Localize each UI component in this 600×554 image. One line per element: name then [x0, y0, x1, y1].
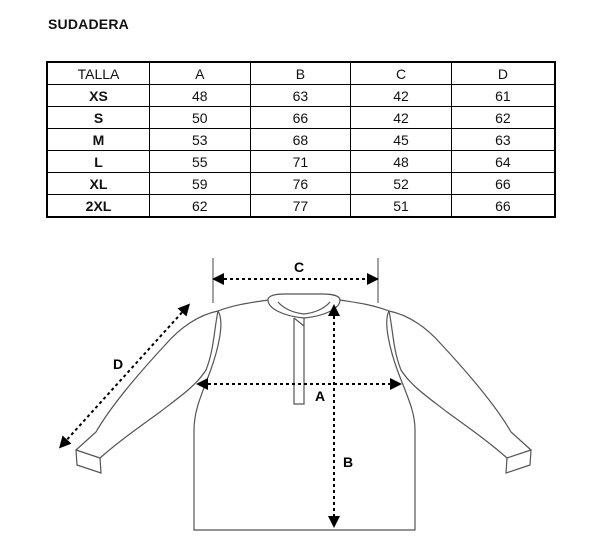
measurement-a	[202, 384, 396, 404]
size-cell: XS	[47, 85, 150, 107]
table-row	[47, 107, 555, 129]
value-cell-b: 68	[250, 129, 351, 151]
value-cell-b: 71	[250, 151, 351, 173]
value-cell-a: 50	[150, 107, 251, 129]
size-cell: L	[47, 151, 150, 173]
value-cell-d: 66	[451, 173, 555, 195]
value-cell-d: 62	[451, 107, 555, 129]
size-cell: 2XL	[47, 195, 150, 218]
table-row	[47, 85, 555, 107]
garment-measurement-diagram	[0, 240, 600, 554]
measurement-d	[63, 308, 186, 444]
size-cell: S	[47, 107, 150, 129]
value-cell-a: 48	[150, 85, 251, 107]
table-row	[47, 195, 555, 218]
column-header-b: B	[250, 62, 351, 85]
label-c: C	[293, 259, 305, 275]
value-cell-c: 42	[351, 107, 452, 129]
table-row	[47, 173, 555, 195]
label-b: B	[342, 454, 354, 470]
value-cell-c: 51	[351, 195, 452, 218]
value-cell-d: 64	[451, 151, 555, 173]
value-cell-b: 77	[250, 195, 351, 218]
table-header-row	[47, 62, 555, 85]
label-d: D	[112, 356, 124, 372]
sweatshirt-outline	[76, 294, 531, 530]
column-header-a: A	[150, 62, 251, 85]
value-cell-d: 66	[451, 195, 555, 218]
measurement-c	[213, 258, 378, 303]
column-header-d: D	[451, 62, 555, 85]
page-title: SUDADERA	[48, 16, 129, 32]
size-table	[46, 61, 556, 218]
value-cell-d: 61	[451, 85, 555, 107]
measurement-b	[334, 310, 353, 522]
value-cell-d: 63	[451, 129, 555, 151]
column-header-talla: TALLA	[47, 62, 150, 85]
label-a: A	[314, 388, 326, 404]
value-cell-a: 59	[150, 173, 251, 195]
value-cell-c: 42	[351, 85, 452, 107]
value-cell-b: 66	[250, 107, 351, 129]
table-row	[47, 129, 555, 151]
value-cell-c: 48	[351, 151, 452, 173]
dimension-line-d	[63, 308, 186, 444]
column-header-c: C	[351, 62, 452, 85]
size-cell: XL	[47, 173, 150, 195]
value-cell-a: 55	[150, 151, 251, 173]
value-cell-c: 45	[351, 129, 452, 151]
value-cell-b: 76	[250, 173, 351, 195]
value-cell-c: 52	[351, 173, 452, 195]
value-cell-b: 63	[250, 85, 351, 107]
table-row	[47, 151, 555, 173]
size-cell: M	[47, 129, 150, 151]
value-cell-a: 62	[150, 195, 251, 218]
value-cell-a: 53	[150, 129, 251, 151]
